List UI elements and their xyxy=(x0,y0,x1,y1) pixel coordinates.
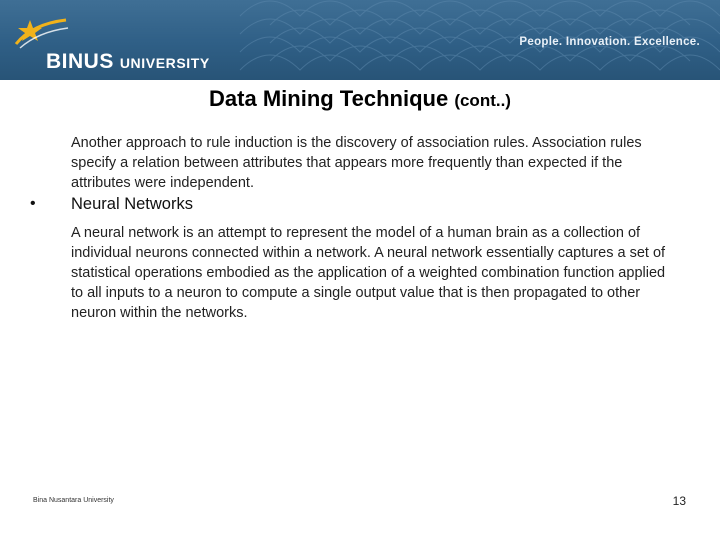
logo-text xyxy=(46,50,210,74)
page-number: 13 xyxy=(672,494,686,508)
logo-suffix: UNIVERSITY xyxy=(119,55,210,71)
intro-paragraph: Another approach to rule induction is the discovery of association rules. Association rules specify a relation between attributes that appears more frequently than expected if the attributes were independent. xyxy=(71,135,642,191)
logo-brand: BINUS xyxy=(46,50,114,73)
footer-organization: Bina Nusantara University xyxy=(33,497,114,504)
tagline: People. Innovation. Excellence. xyxy=(519,36,700,48)
title-suffix: (cont..) xyxy=(454,91,511,110)
bullet-icon: • xyxy=(30,195,36,212)
bullet-body: A neural network is an attempt to represent the model of a human brain as a collection of individual neurons connected within a network. A neural network essentially captures a set of statistical operations embodied as the application of a weighted combination function applied to all inputs to a neuron to compute a single output value that is then propagated to other neuron within the networks. xyxy=(71,225,666,321)
title-main: Data Mining Technique xyxy=(209,86,449,111)
header-banner xyxy=(0,0,720,80)
bullet-heading: Neural Networks xyxy=(71,195,193,213)
binus-logo[interactable] xyxy=(10,10,230,74)
slide-title xyxy=(0,86,720,112)
